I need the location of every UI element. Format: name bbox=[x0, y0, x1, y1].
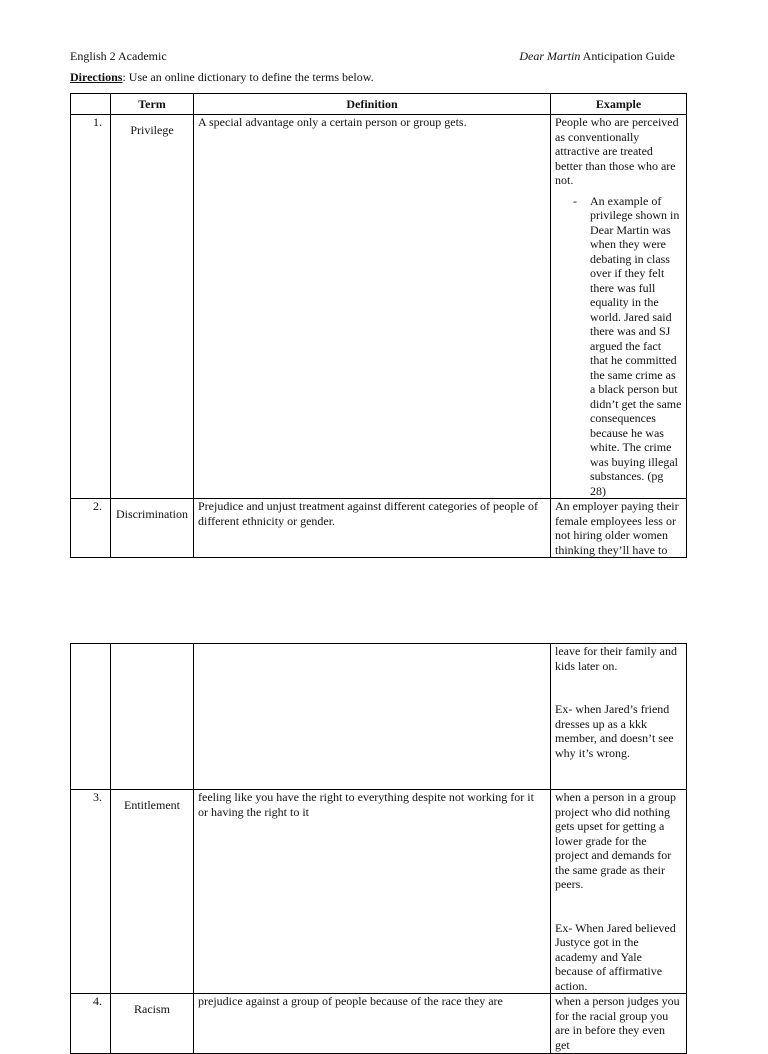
example-cell bbox=[551, 790, 687, 994]
course-name: English 2 Academic bbox=[70, 49, 167, 63]
row-number: 1. bbox=[71, 115, 111, 499]
definition-cell: Prejudice and unjust treatment against different categories of people of different ethnicity or gender. bbox=[194, 499, 551, 558]
term-text: Privilege bbox=[130, 123, 174, 137]
table-row bbox=[71, 644, 687, 790]
example-text: leave for their family and kids later on. bbox=[555, 644, 677, 673]
example-cell: when a person judges you for the racial group you are in before they even get bbox=[551, 994, 687, 1054]
book-title: Dear Martin bbox=[519, 49, 581, 63]
example-ex: Ex- When Jared believed Justyce got in the academy and Yale because of affirmative action. bbox=[555, 920, 676, 993]
terms-table bbox=[70, 93, 687, 558]
term-text: Racism bbox=[134, 1002, 170, 1016]
example-text: when a person in a group project who did nothing gets upset for getting a lower grade for the project and demands for the same grade as their peers. bbox=[555, 790, 676, 891]
row-number: 3. bbox=[71, 790, 111, 994]
col-header-example: Example bbox=[551, 94, 687, 115]
example-cell: An employer paying their female employees less or not hiring older women thinking they’ll have to bbox=[551, 499, 687, 558]
example-ex: Ex- when Jared’s friend dresses up as a kkk member, and doesn’t see why it’s wrong. bbox=[555, 702, 674, 760]
row-number bbox=[71, 644, 111, 790]
col-header-definition: Definition bbox=[194, 94, 551, 115]
table-header-row bbox=[71, 94, 687, 115]
table-row bbox=[71, 790, 687, 994]
directions-label: Directions bbox=[70, 70, 123, 84]
definition-cell: feeling like you have the right to everything despite not working for it or having the right to it bbox=[194, 790, 551, 994]
example-cell bbox=[551, 115, 687, 499]
term-cell bbox=[111, 644, 194, 790]
table-row bbox=[71, 499, 687, 558]
row-number: 2. bbox=[71, 499, 111, 558]
term-cell bbox=[111, 499, 194, 558]
table-row bbox=[71, 115, 687, 499]
col-header-number bbox=[71, 94, 111, 115]
definition-cell bbox=[194, 644, 551, 790]
definition-cell: prejudice against a group of people because of the race they are bbox=[194, 994, 551, 1054]
example-text: People who are perceived as conventionally attractive are treated better than those who are not. bbox=[555, 115, 679, 187]
col-header-term: Term bbox=[111, 94, 194, 115]
definition-cell: A special advantage only a certain person or group gets. bbox=[194, 115, 551, 499]
term-text: Discrimination bbox=[116, 507, 188, 521]
document-title bbox=[519, 49, 675, 64]
guide-label: Anticipation Guide bbox=[580, 49, 675, 63]
row-number: 4. bbox=[71, 994, 111, 1054]
directions bbox=[70, 70, 374, 85]
example-cell bbox=[551, 644, 687, 790]
term-text: Entitlement bbox=[124, 798, 180, 812]
term-cell bbox=[111, 115, 194, 499]
directions-text: : Use an online dictionary to define the terms below. bbox=[122, 70, 374, 84]
term-cell bbox=[111, 790, 194, 994]
example-bullets bbox=[555, 194, 682, 499]
terms-table-continued bbox=[70, 643, 687, 1054]
example-bullet: - An example of privilege shown in Dear Martin was when they were debating in class over if they felt there was full equality in the world. Jared said there was and SJ argued the fact that he committed the same crime as a black person but didn’t get the same consequences because he was white. The crime was buying illegal substances. (pg 28) bbox=[590, 194, 682, 499]
